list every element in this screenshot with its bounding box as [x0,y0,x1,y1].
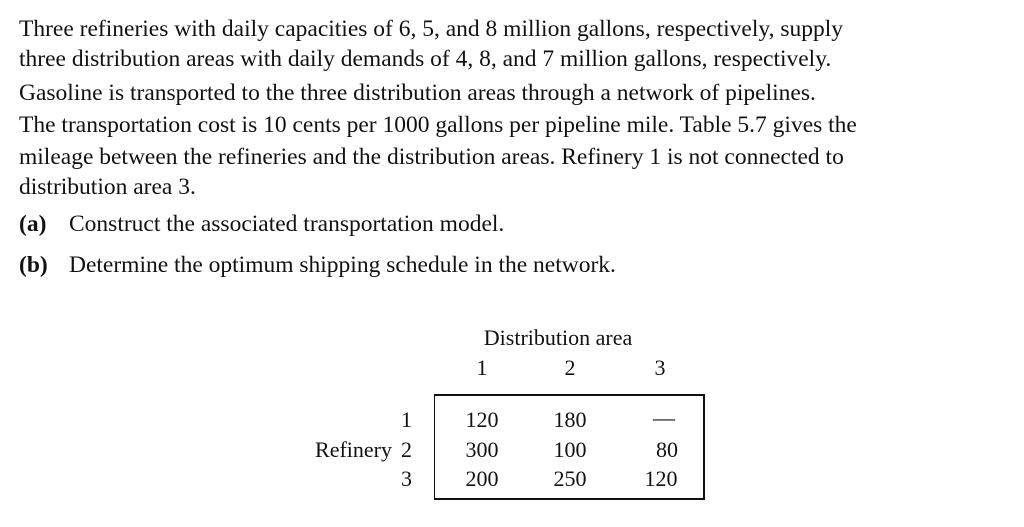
column-header: Distribution area [483,325,633,350]
part-a-text: Construct the associated transportation model. [69,211,505,237]
table-cell: 300 [465,437,499,462]
table-cell: 250 [553,466,587,491]
row-label-2: 2 [401,437,412,462]
table-cell: 80 [656,437,678,462]
row-label-1: 1 [401,407,412,432]
part-b-label: (b) [19,252,48,278]
part-a-label: (a) [19,211,47,237]
column-label-1: 1 [476,355,488,380]
part-a [19,209,504,239]
part-b-text: Determine the optimum shipping schedule in the network. [69,252,616,278]
row-header: Refinery [315,437,392,462]
table-cell: 100 [553,437,587,462]
table-cell: — [653,405,675,430]
problem-line-2: three distribution areas with daily demands of 4, 8, and 7 million gallons, respectively. [19,46,832,72]
table-cell: 180 [553,407,587,432]
part-b [19,250,616,280]
row-label-3: 3 [401,466,412,491]
problem-line-4: The transportation cost is 10 cents per 1000 gallons per pipeline mile. Table 5.7 gives the [19,112,857,138]
column-label-2: 2 [564,355,576,380]
problem-line-1: Three refineries with daily capacities of 6, 5, and 8 million gallons, respectively, supply [19,16,844,42]
table-cell: 120 [465,407,499,432]
problem-line-3: Gasoline is transported to the three distribution areas through a network of pipelines. [19,80,816,106]
table-cell: 120 [644,466,678,491]
column-label-3: 3 [654,355,666,380]
problem-line-6: distribution area 3. [19,174,196,200]
problem-line-5: mileage between the refineries and the distribution areas. Refinery 1 is not connected to [19,144,844,170]
table-cell: 200 [465,466,499,491]
